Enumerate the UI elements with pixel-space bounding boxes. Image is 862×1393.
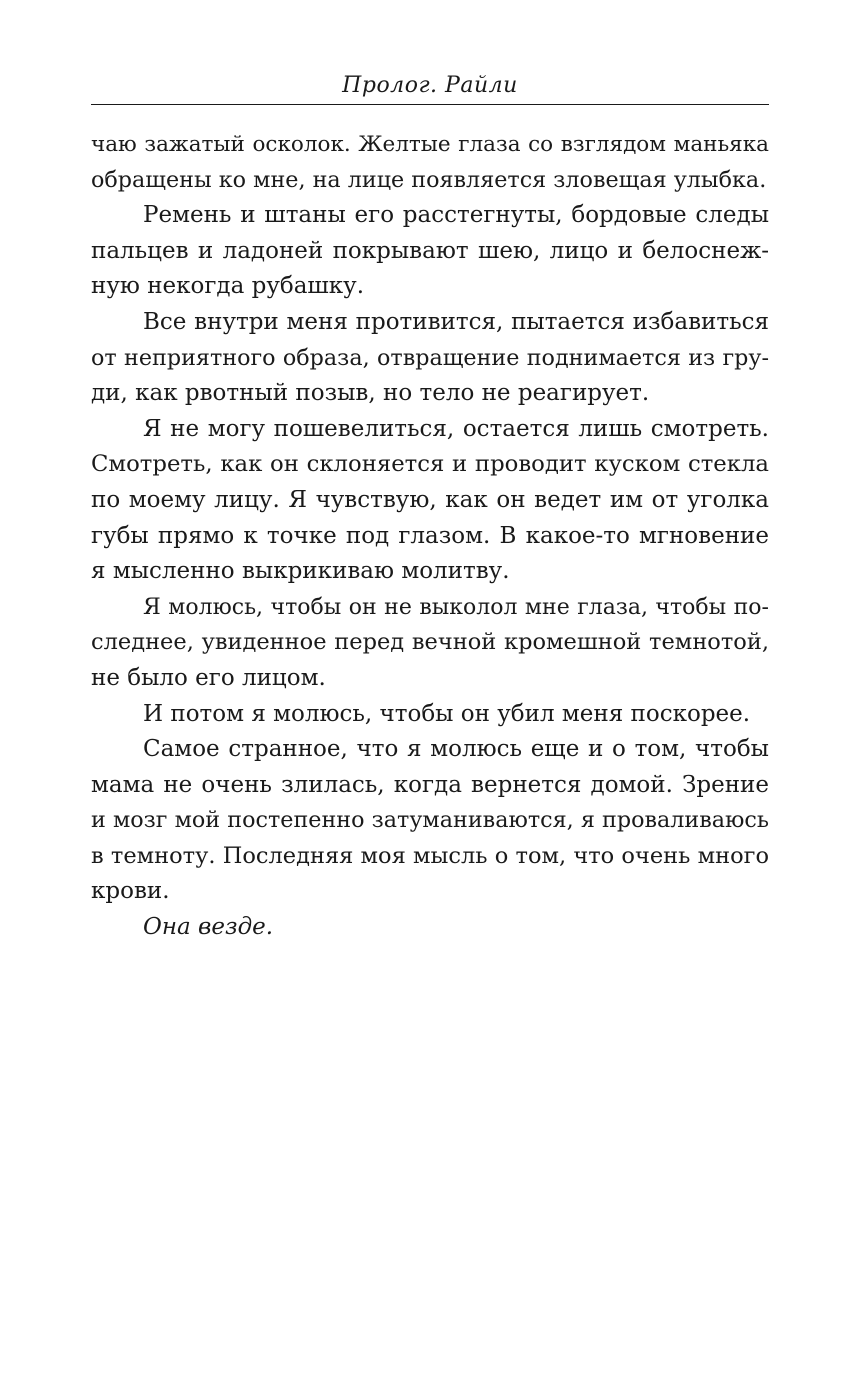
text-line: чаю зажатый осколок. Желтые глаза со взглядом маньяка bbox=[91, 132, 769, 157]
paragraph bbox=[91, 732, 769, 910]
text-line: я мысленно выкрикиваю молитву. bbox=[91, 558, 510, 585]
paragraph bbox=[91, 697, 769, 733]
paragraph bbox=[91, 910, 769, 946]
text-line: по моему лицу. Я чувствую, как он ведет им от уголка bbox=[91, 486, 769, 513]
text-line: Ремень и штаны его расстегнуты, бордовые следы bbox=[143, 202, 769, 229]
text-line: Все внутри меня противится, пытается избавиться bbox=[143, 308, 769, 335]
paragraph bbox=[91, 590, 769, 697]
header-rule bbox=[91, 104, 769, 105]
text-line: Смотреть, как он склоняется и проводит куском стекла bbox=[91, 451, 769, 478]
paragraph bbox=[91, 198, 769, 305]
text-line: И потом я молюсь, чтобы он убил меня поскорее. bbox=[143, 700, 751, 727]
text-line: не было его лицом. bbox=[91, 664, 326, 691]
text-line: ди, как рвотный позыв, но тело не реагирует. bbox=[91, 380, 650, 407]
text-line: Самое странное, что я молюсь еще и о том, чтобы bbox=[143, 736, 769, 763]
text-line: крови. bbox=[91, 878, 170, 905]
text-line: Я не могу пошевелиться, остается лишь смотреть. bbox=[143, 415, 769, 442]
text-line: от неприятного образа, отвращение поднимается из гру- bbox=[91, 344, 769, 371]
text-line: следнее, увиденное перед вечной кромешной темнотой, bbox=[91, 629, 769, 656]
text-line: Я молюсь, чтобы он не выколол мне глаза, чтобы по- bbox=[143, 594, 769, 620]
text-line: в темноту. Последняя моя мысль о том, что очень много bbox=[91, 842, 769, 869]
body-text bbox=[91, 127, 769, 946]
text-line: мама не очень злилась, когда вернется домой. Зрение bbox=[91, 771, 769, 798]
text-line: ную некогда рубашку. bbox=[91, 273, 365, 300]
running-header: Пролог. Райли bbox=[342, 73, 518, 98]
paragraph bbox=[91, 127, 769, 198]
paragraph bbox=[91, 305, 769, 412]
text-line: и мозг мой постепенно затуманиваются, я проваливаюсь bbox=[91, 807, 769, 834]
text-line: пальцев и ладоней покрывают шею, лицо и белоснеж- bbox=[91, 237, 769, 264]
text-line: губы прямо к точке под глазом. В какое-то мгновение bbox=[91, 522, 769, 549]
paragraph bbox=[91, 412, 769, 590]
text-line: Она везде. bbox=[143, 914, 274, 941]
text-line: обращены ко мне, на лице появляется зловещая улыбка. bbox=[91, 166, 767, 193]
